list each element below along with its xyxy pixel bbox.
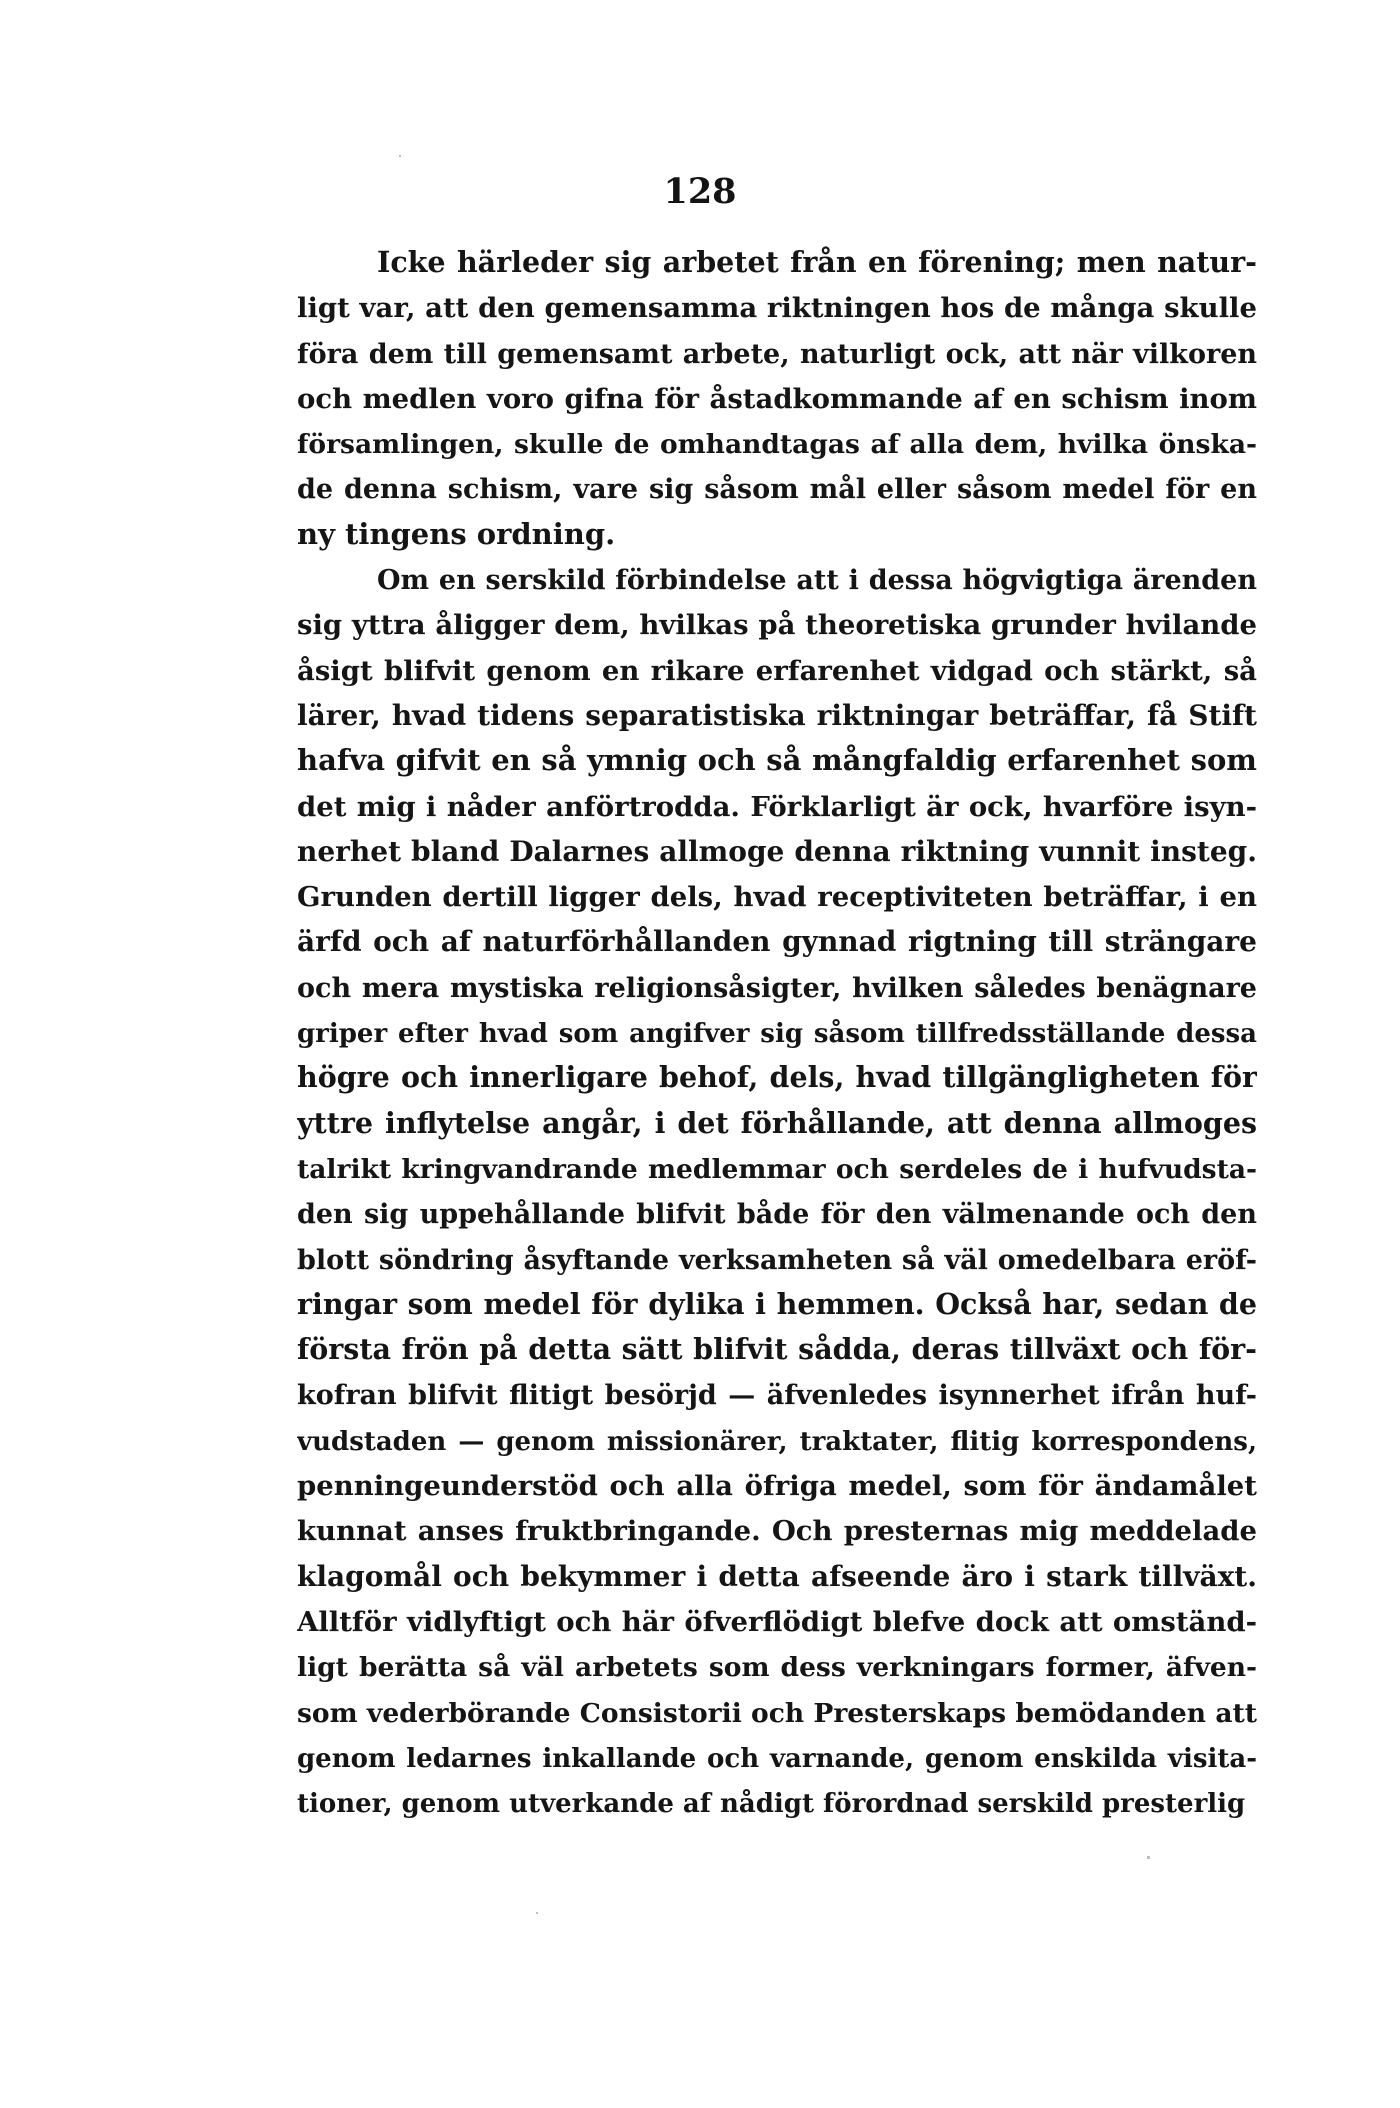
body-text [297, 240, 1257, 1825]
text-line: griper efter hvad som angifver sig såsom tillfredsställande dessa [297, 1019, 1257, 1050]
text-line: tioner, genom utverkande af nådigt förordnad serskild presterlig [297, 1789, 1246, 1820]
text-line: ärfd och af naturförhållanden gynnad rigtning till strängare [297, 925, 1257, 959]
scan-speck [1147, 1856, 1150, 1859]
text-line: penningeunderstöd och alla öfriga medel, som för ändamålet [297, 1470, 1257, 1503]
text-line: det mig i nåder anförtrodda. Förklarligt är ock, hvarföre isyn- [297, 790, 1257, 823]
text-line: talrikt kringvandrande medlemmar och serdeles de i hufvudsta- [297, 1153, 1257, 1185]
text-line: ligt berätta så väl arbetets som dess verkningars former, äfven- [297, 1652, 1257, 1684]
text-line: Icke härleder sig arbetet från en förening; men natur- [377, 245, 1257, 279]
text-line: blott söndring åsyftande verksamheten så väl omedelbara eröf- [297, 1244, 1257, 1276]
text-line: kunnat anses fruktbringande. Och presternas mig meddelade [297, 1515, 1257, 1548]
text-line: föra dem till gemensamt arbete, naturligt ock, att när vilkoren [297, 338, 1257, 370]
text-line: som vederbörande Consistorii och Presterskaps bemödanden att [297, 1697, 1257, 1729]
text-line: klagomål och bekymmer i detta afseende äro i stark tillväxt. [297, 1559, 1257, 1593]
scan-speck [536, 1912, 538, 1914]
text-line: kofran blifvit flitigt besörjd — äfvenledes isynnerhet ifrån huf- [297, 1380, 1257, 1412]
text-line: hafva gifvit en så ymnig och så mångfaldig erfarenhet som [297, 743, 1257, 778]
text-line: Om en serskild förbindelse att i dessa högvigtiga ärenden [377, 565, 1257, 597]
text-line: lärer, hvad tidens separatistiska riktningar beträffar, få Stift [297, 698, 1257, 732]
text-line: yttre inflytelse angår, i det förhållande, att denna allmoges [297, 1105, 1257, 1140]
text-line: och mera mystiska religionsåsigter, hvilken således benägnare [297, 972, 1257, 1004]
text-line: de denna schism, vare sig såsom mål eller såsom medel för en [297, 474, 1257, 506]
text-line: genom ledarnes inkallande och varnande, genom enskilda visita- [297, 1743, 1257, 1774]
text-line: ligt var, att den gemensamma riktningen hos de många skulle [297, 292, 1257, 325]
text-line: ringar som medel för dylika i hemmen. Också har, sedan de [297, 1286, 1257, 1321]
text-line: Grunden dertill ligger dels, hvad receptiviteten beträffar, i en [297, 881, 1257, 914]
text-line: åsigt blifvit genom en rikare erfarenhet vidgad och stärkt, så [297, 654, 1257, 687]
text-line: och medlen voro gifna för åstadkommande af en schism inom [297, 382, 1257, 415]
text-line: nerhet bland Dalarnes allmoge denna riktning vunnit insteg. [297, 834, 1257, 868]
text-line: vudstaden — genom missionärer, traktater, flitig korrespondens, [297, 1426, 1257, 1457]
text-line: högre och innerligare behof, dels, hvad tillgängligheten för [297, 1060, 1257, 1095]
text-line: ny tingens ordning. [297, 516, 616, 551]
text-line: sig yttra åligger dem, hvilkas på theoretiska grunder hvilande [297, 609, 1257, 642]
scan-speck [399, 155, 401, 157]
text-line: församlingen, skulle de omhandtagas af alla dem, hvilka önska- [297, 429, 1257, 461]
text-line: Alltför vidlyftigt och här öfverflödigt blefve dock att omständ- [297, 1605, 1257, 1638]
text-line: den sig uppehållande blifvit både för den välmenande och den [297, 1199, 1257, 1231]
text-line: första frön på detta sätt blifvit sådda, deras tillväxt och för- [297, 1332, 1257, 1367]
page-number: 128 [663, 171, 737, 212]
